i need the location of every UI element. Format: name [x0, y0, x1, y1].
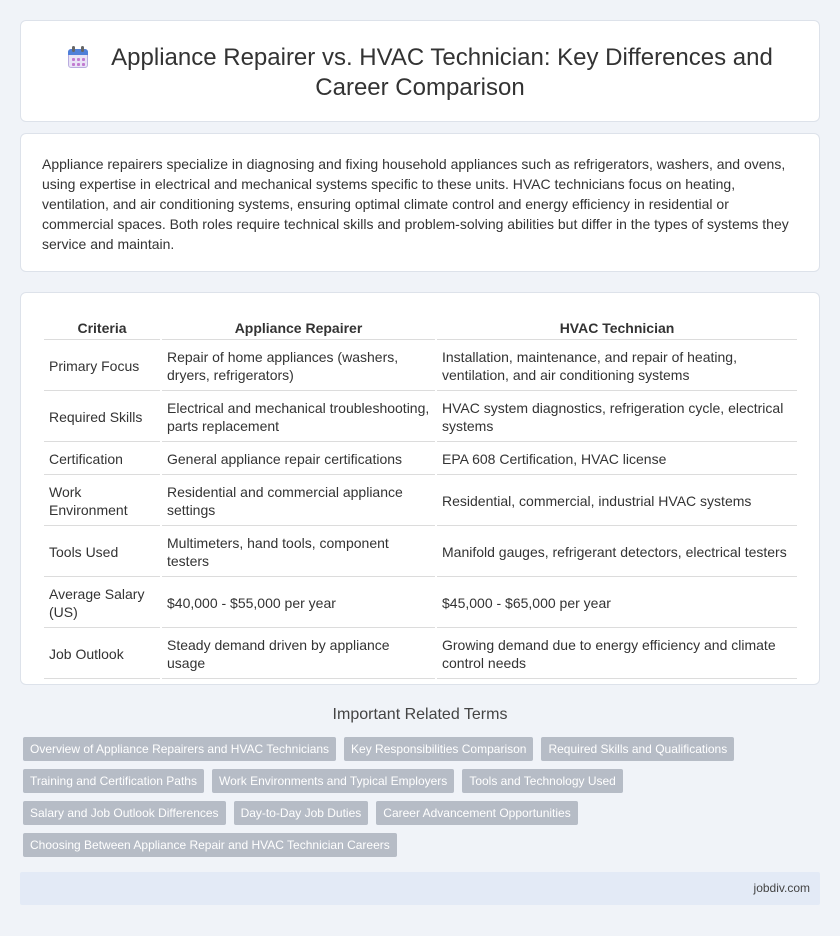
- hvac-cell: Growing demand due to energy efficiency and climate control needs: [437, 630, 797, 679]
- table-row: [44, 393, 797, 442]
- hvac-cell: HVAC system diagnostics, refrigeration cycle, electrical systems: [437, 393, 797, 442]
- footer-site-link[interactable]: jobdiv.com: [753, 881, 810, 895]
- appliance-cell: General appliance repair certifications: [162, 444, 435, 475]
- criteria-cell: Required Skills: [44, 393, 160, 442]
- related-term-tag[interactable]: Work Environments and Typical Employers: [212, 769, 454, 793]
- hvac-cell: Residential, commercial, industrial HVAC systems: [437, 477, 797, 526]
- intro-card: [20, 133, 820, 272]
- criteria-cell: Average Salary (US): [44, 579, 160, 628]
- related-terms-title: Important Related Terms: [332, 706, 508, 723]
- criteria-cell: Tools Used: [44, 528, 160, 577]
- related-term-tag[interactable]: Training and Certification Paths: [23, 769, 204, 793]
- intro-paragraph: Appliance repairers specialize in diagnosing and fixing household appliances such as refrigerators, washers, and ovens, using expertise in electrical and mechanical systems specific to these units. HVAC technicians focus on heating, ventilation, and air conditioning systems, ensuring optimal climate control and energy efficiency in residential or commercial spaces. Both roles require technical skills and problem-solving abilities but differ in the types of systems they service and maintain.: [42, 156, 789, 252]
- appliance-cell: Multimeters, hand tools, component testers: [162, 528, 435, 577]
- calendar-icon: [67, 46, 89, 68]
- appliance-cell: Residential and commercial appliance settings: [162, 477, 435, 526]
- appliance-cell: $40,000 - $55,000 per year: [162, 579, 435, 628]
- comparison-card: [20, 292, 820, 685]
- appliance-cell: Electrical and mechanical troubleshooting, parts replacement: [162, 393, 435, 442]
- header-criteria: Criteria: [44, 317, 160, 340]
- table-header-row: [44, 317, 797, 340]
- header-appliance-repairer: Appliance Repairer: [162, 317, 435, 340]
- table-row: [44, 342, 797, 391]
- hvac-cell: Installation, maintenance, and repair of heating, ventilation, and air conditioning systems: [437, 342, 797, 391]
- header-hvac-technician: HVAC Technician: [437, 317, 797, 340]
- footer-bar: [20, 872, 820, 905]
- criteria-cell: Job Outlook: [44, 630, 160, 679]
- related-term-tag[interactable]: Overview of Appliance Repairers and HVAC Technicians: [23, 737, 336, 761]
- page-title: [21, 43, 819, 103]
- comparison-table: [42, 315, 799, 681]
- appliance-cell: Steady demand driven by appliance usage: [162, 630, 435, 679]
- hvac-cell: EPA 608 Certification, HVAC license: [437, 444, 797, 475]
- related-term-tag[interactable]: Key Responsibilities Comparison: [344, 737, 533, 761]
- table-row: [44, 528, 797, 577]
- criteria-cell: Certification: [44, 444, 160, 475]
- related-term-tag[interactable]: Required Skills and Qualifications: [541, 737, 734, 761]
- header-card: [20, 20, 820, 122]
- related-term-tag[interactable]: Day-to-Day Job Duties: [234, 801, 369, 825]
- related-terms-list: [23, 737, 823, 865]
- table-row: [44, 579, 797, 628]
- criteria-cell: Primary Focus: [44, 342, 160, 391]
- related-term-tag[interactable]: Salary and Job Outlook Differences: [23, 801, 226, 825]
- hvac-cell: Manifold gauges, refrigerant detectors, electrical testers: [437, 528, 797, 577]
- related-term-tag[interactable]: Choosing Between Appliance Repair and HVAC Technician Careers: [23, 833, 397, 857]
- related-term-tag[interactable]: Tools and Technology Used: [462, 769, 623, 793]
- page-title-line1: Appliance Repairer vs. HVAC Technician: Key Differences and: [111, 44, 773, 71]
- appliance-cell: Repair of home appliances (washers, dryers, refrigerators): [162, 342, 435, 391]
- table-row: [44, 444, 797, 475]
- related-term-tag[interactable]: Career Advancement Opportunities: [376, 801, 577, 825]
- table-row: [44, 630, 797, 679]
- page-title-line2: Career Comparison: [315, 74, 525, 101]
- table-row: [44, 477, 797, 526]
- criteria-cell: Work Environment: [44, 477, 160, 526]
- hvac-cell: $45,000 - $65,000 per year: [437, 579, 797, 628]
